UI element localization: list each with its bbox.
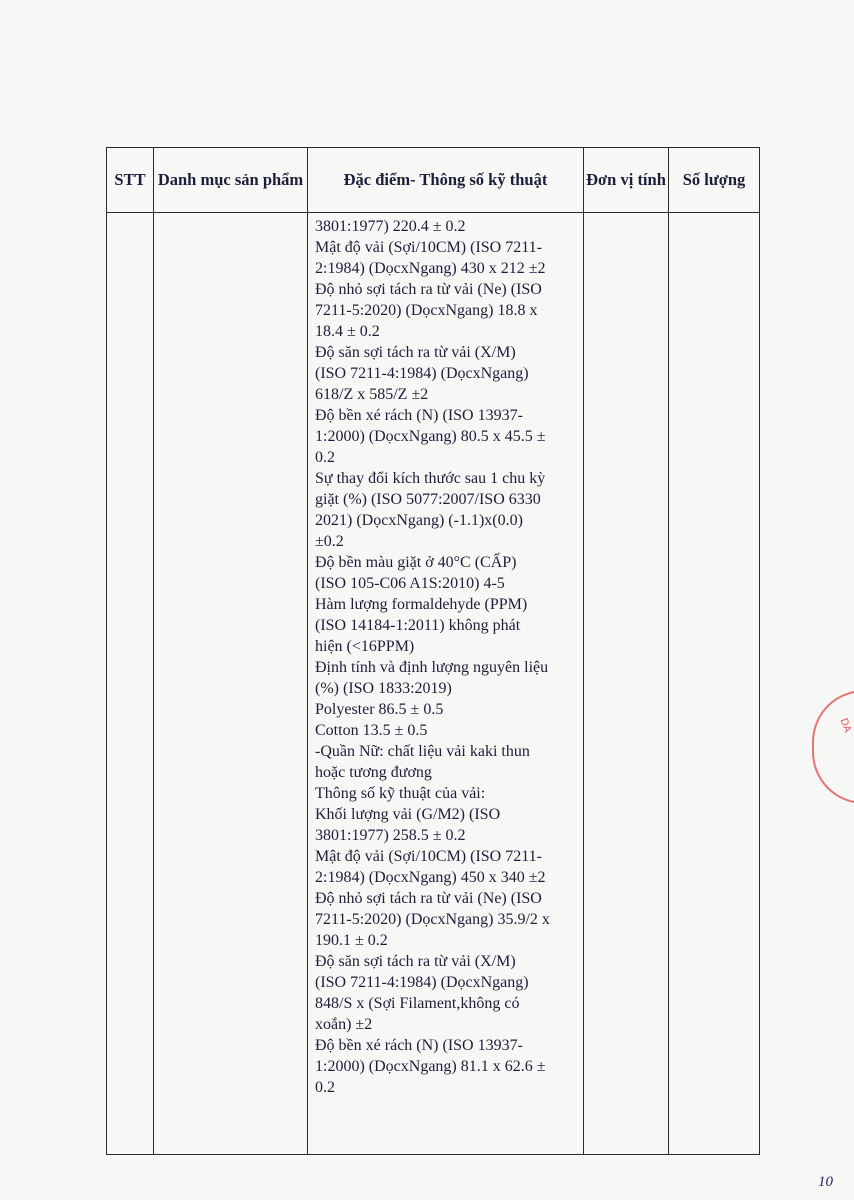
- spec-table: [106, 147, 760, 1155]
- table-row: [107, 213, 760, 1155]
- header-stt: STT: [107, 148, 154, 213]
- cell-quantity: [669, 213, 760, 1155]
- header-product: Danh mục sản phẩm: [154, 148, 308, 213]
- cell-specs: [308, 213, 584, 1155]
- cell-product: [154, 213, 308, 1155]
- cell-stt: [107, 213, 154, 1155]
- stamp-text: DA: [837, 716, 853, 735]
- cell-unit: [584, 213, 669, 1155]
- header-quantity: Số lượng: [669, 148, 760, 213]
- table-header-row: [107, 148, 760, 213]
- header-specs: Đặc điểm- Thông số kỹ thuật: [308, 148, 584, 213]
- header-unit: Đơn vị tính: [584, 148, 669, 213]
- page-number: 10: [818, 1174, 833, 1190]
- spec-text: 3801:1977) 220.4 ± 0.2 Mật độ vải (Sợi/10CM) (ISO 7211- 2:1984) (DọcxNgang) 430 x 212 ±2 Độ nhỏ sợi tách ra từ vải (Ne) (ISO 7211-5:2020) (DọcxNgang) 18.8 x 18.4 ± 0.2 Độ săn sợi tách ra từ vải (X/M) (ISO 7211-4:1984) (DọcxNgang) 618/Z x 585/Z ±2 Độ bền xé rách (N) (ISO 13937- 1:2000) (DọcxNgang) 80.5 x 45.5 ± 0.2 Sự thay đổi kích thước sau 1 chu kỳ giặt (%) (ISO 5077:2007/ISO 6330 2021) (DọcxNgang) (-1.1)x(0.0) ±0.2 Độ bền màu giặt ở 40°C (CẤP) (ISO 105-C06 A1S:2010) 4-5 Hàm lượng formaldehyde (PPM) (ISO 14184-1:2011) không phát hiện (<16PPM) Định tính và định lượng nguyên liệu (%) (ISO 1833:2019) Polyester 86.5 ± 0.5 Cotton 13.5 ± 0.5 -Quần Nữ: chất liệu vải kaki thun hoặc tương đương Thông số kỹ thuật của vải: Khối lượng vải (G/M2) (ISO 3801:1977) 258.5 ± 0.2 Mật độ vải (Sợi/10CM) (ISO 7211- 2:1984) (DọcxNgang) 450 x 340 ±2 Độ nhỏ sợi tách ra từ vải (Ne) (ISO 7211-5:2020) (DọcxNgang) 35.9/2 x 190.1 ± 0.2 Độ săn sợi tách ra từ vải (X/M) (ISO 7211-4:1984) (DọcxNgang) 848/S x (Sợi Filament,không có xoắn) ±2 Độ bền xé rách (N) (ISO 13937- 1:2000) (DọcxNgang) 81.1 x 62.6 ± 0.2: [315, 218, 550, 1096]
- stamp-mark: [812, 690, 854, 804]
